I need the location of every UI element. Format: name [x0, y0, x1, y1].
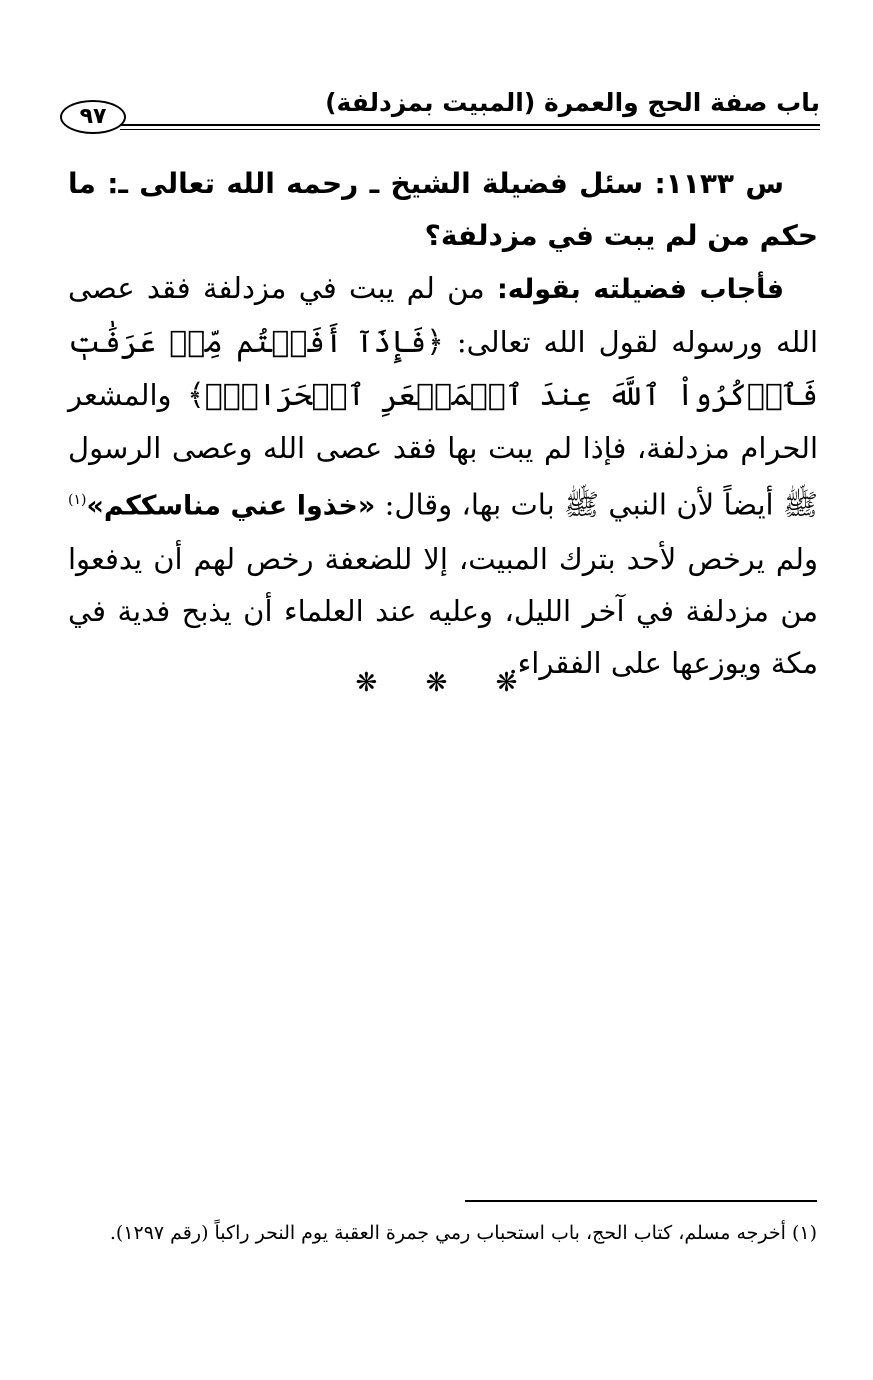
answer-part-1: من لم يبت في مزدلفة فقد عصى الله ورسوله لقول الله تعالى:	[68, 271, 818, 359]
star-ornament-icon: ❋	[355, 668, 378, 698]
hadith-quote: «خذوا عني مناسككم»	[86, 490, 376, 522]
question-text: س ١١٣٣: سئل فضيلة الشيخ ـ رحمه الله تعالى ـ: ما حكم من لم يبت في مزدلفة؟	[68, 167, 818, 252]
page-number: ٩٧	[60, 100, 126, 134]
answer-lead: فأجاب فضيلته بقوله:	[496, 274, 784, 305]
answer-paragraph	[68, 262, 818, 689]
footnote-divider	[465, 1200, 817, 1202]
star-ornament-icon: ❋	[425, 668, 448, 698]
header-rule	[120, 124, 820, 130]
page-header	[60, 82, 820, 134]
footnote-reference[interactable]: (١)	[68, 492, 87, 508]
answer-part-3: ولم يرخص لأحد بترك المبيت، إلا للضعفة رخص لهم أن يدفعوا من مزدلفة في آخر الليل، وعليه عند العلماء أن يذبح فدية في مكة ويوزعها على الفقراء.	[68, 541, 818, 680]
star-ornament-icon: ❋	[495, 668, 518, 698]
quran-verse: ﴿فَإِذَآ أَفَضۡتُم مِّنۡ عَرَفَٰتٖ فَٱذۡكُرُواْ ٱللَّهَ عِندَ ٱلۡمَشۡعَرِ ٱلۡحَرَامِۖ﴾	[68, 325, 818, 413]
footnote: (١) أخرجه مسلم، كتاب الحج، باب استحباب رمي جمرة العقبة يوم النحر راكباً (رقم ١٢٩٧).	[109, 1222, 817, 1244]
main-text	[68, 158, 818, 689]
chapter-title: باب صفة الحج والعمرة (المبيت بمزدلفة)	[325, 88, 820, 117]
question-paragraph	[68, 158, 818, 262]
section-separator	[0, 668, 873, 698]
answer-part-2: والمشعر الحرام مزدلفة، فإذا لم يبت بها فقد عصى الله وعصى الرسول ﷺ أيضاً لأن النبي ﷺ بات بها، وقال:	[68, 378, 818, 522]
